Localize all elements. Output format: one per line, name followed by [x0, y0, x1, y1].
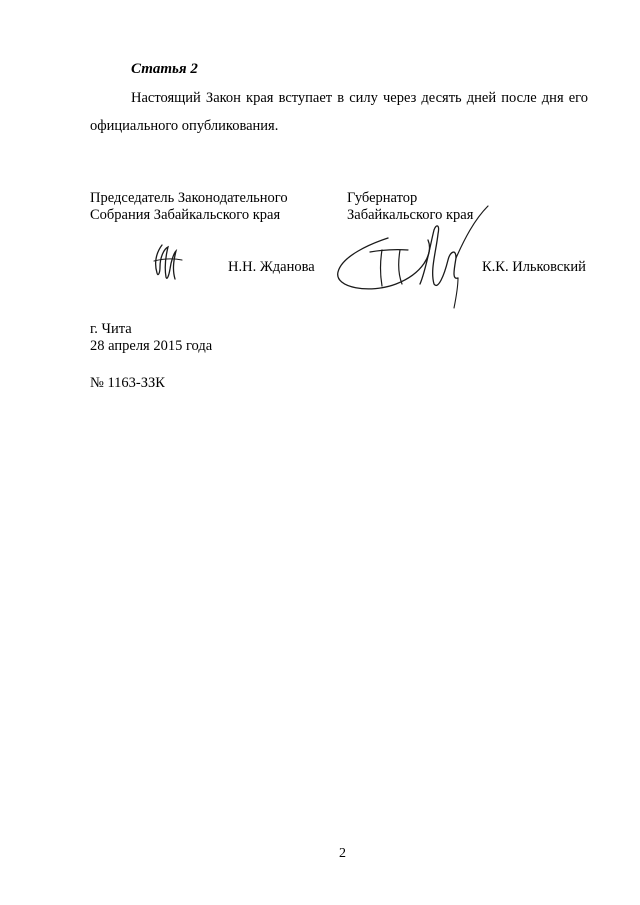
- article-title: Статья 2: [131, 61, 198, 77]
- article-text-line-2: официального опубликования.: [90, 118, 279, 134]
- right-signatory-position-line-1: Губернатор: [347, 190, 418, 206]
- signing-date: 28 апреля 2015 года: [90, 338, 213, 354]
- right-signatory-name: К.К. Ильковский: [482, 259, 586, 275]
- article-text-line-1: Настоящий Закон края вступает в силу через десять дней после дня его: [131, 90, 588, 106]
- right-signatory-position-line-2: Забайкальского края: [347, 207, 474, 223]
- page-number: 2: [339, 846, 346, 861]
- left-signatory-name: Н.Н. Жданова: [228, 259, 315, 275]
- right-signature-image: [330, 200, 490, 310]
- left-signatory-position-line-2: Собрания Забайкальского края: [90, 207, 281, 223]
- signing-city: г. Чита: [90, 321, 132, 337]
- law-number: № 1163-ЗЗК: [90, 375, 165, 391]
- left-signature-image: [148, 243, 188, 285]
- left-signatory-position-line-1: Председатель Законодательного: [90, 190, 288, 206]
